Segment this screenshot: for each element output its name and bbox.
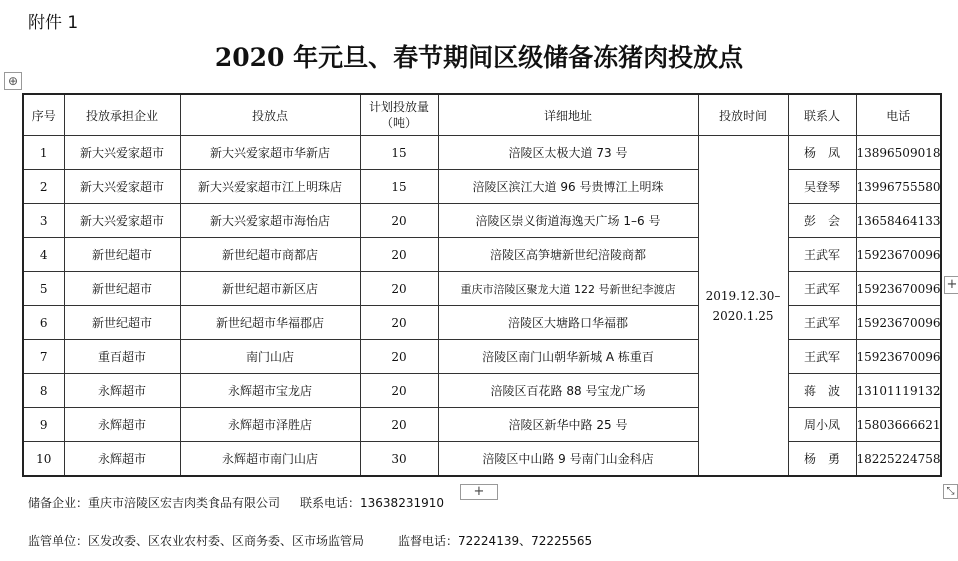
cell-contact: 蒋 波 xyxy=(788,374,856,408)
table-row xyxy=(23,272,941,306)
cell-qty: 20 xyxy=(360,272,438,306)
cell-qty: 20 xyxy=(360,238,438,272)
cell-seq: 4 xyxy=(23,238,64,272)
reserve-company-line xyxy=(28,494,444,511)
table-row xyxy=(23,340,941,374)
header-company: 投放承担企业 xyxy=(64,94,180,136)
cell-contact: 杨 勇 xyxy=(788,442,856,477)
cell-contact: 彭 会 xyxy=(788,204,856,238)
cell-qty: 20 xyxy=(360,374,438,408)
cell-company: 永辉超市 xyxy=(64,442,180,477)
header-point: 投放点 xyxy=(180,94,360,136)
cell-address: 涪陵区南门山朝华新城 A 栋重百 xyxy=(438,340,698,374)
cell-company: 永辉超市 xyxy=(64,374,180,408)
cell-point: 新大兴爱家超市华新店 xyxy=(180,136,360,170)
cell-phone: 15923670096 xyxy=(856,340,941,374)
cell-contact: 杨 凤 xyxy=(788,136,856,170)
cell-contact: 王武军 xyxy=(788,340,856,374)
attachment-label: 附件 1 xyxy=(28,13,79,33)
cell-point: 永辉超市宝龙店 xyxy=(180,374,360,408)
cell-seq: 1 xyxy=(23,136,64,170)
table-row xyxy=(23,204,941,238)
cell-point: 永辉超市南门山店 xyxy=(180,442,360,477)
cell-point: 新世纪超市新区店 xyxy=(180,272,360,306)
cell-address: 涪陵区中山路 9 号南门山金科店 xyxy=(438,442,698,477)
cell-seq: 7 xyxy=(23,340,64,374)
header-seq: 序号 xyxy=(23,94,64,136)
cell-qty: 30 xyxy=(360,442,438,477)
cell-company: 新世纪超市 xyxy=(64,306,180,340)
cell-qty: 15 xyxy=(360,170,438,204)
table-row xyxy=(23,408,941,442)
cell-seq: 6 xyxy=(23,306,64,340)
cell-phone: 13996755580 xyxy=(856,170,941,204)
table-row xyxy=(23,170,941,204)
cell-seq: 5 xyxy=(23,272,64,306)
header-contact: 联系人 xyxy=(788,94,856,136)
time-line1: 2019.12.30– xyxy=(705,288,781,303)
header-phone: 电话 xyxy=(856,94,941,136)
document-title: 2020 年元旦、春节期间区级储备冻猪肉投放点 xyxy=(214,43,744,72)
cell-company: 永辉超市 xyxy=(64,408,180,442)
cell-address: 涪陵区新华中路 25 号 xyxy=(438,408,698,442)
cell-qty: 20 xyxy=(360,204,438,238)
cell-contact: 王武军 xyxy=(788,306,856,340)
cell-address: 涪陵区崇义街道海逸天广场 1–6 号 xyxy=(438,204,698,238)
cell-address: 涪陵区太极大道 73 号 xyxy=(438,136,698,170)
cell-phone: 15923670096 xyxy=(856,272,941,306)
time-line2: 2020.1.25 xyxy=(712,308,774,323)
cell-company: 新世纪超市 xyxy=(64,272,180,306)
cell-seq: 2 xyxy=(23,170,64,204)
cell-phone: 13101119132 xyxy=(856,374,941,408)
table-header-row xyxy=(23,94,941,136)
table-row xyxy=(23,374,941,408)
cell-company: 新世纪超市 xyxy=(64,238,180,272)
cell-address: 涪陵区高笋塘新世纪涪陵商都 xyxy=(438,238,698,272)
cell-company: 新大兴爱家超市 xyxy=(64,170,180,204)
header-qty-line1: 计划投放量 xyxy=(368,100,429,114)
cell-phone: 13658464133 xyxy=(856,204,941,238)
distribution-table xyxy=(22,93,942,477)
cell-address: 重庆市涪陵区聚龙大道 122 号新世纪李渡店 xyxy=(438,272,698,306)
cell-qty: 20 xyxy=(360,408,438,442)
reserve-company-label: 储备企业：重庆市涪陵区宏吉肉类食品有限公司 xyxy=(28,496,281,510)
cell-qty: 20 xyxy=(360,306,438,340)
cell-address: 涪陵区滨江大道 96 号贵博江上明珠 xyxy=(438,170,698,204)
cell-phone: 13896509018 xyxy=(856,136,941,170)
reserve-phone: 联系电话：13638231910 xyxy=(300,496,444,510)
cell-address: 涪陵区百花路 88 号宝龙广场 xyxy=(438,374,698,408)
supervise-line xyxy=(28,532,592,549)
supervise-label: 监管单位：区发改委、区农业农村委、区商务委、区市场监管局 xyxy=(28,534,365,548)
table-move-handle-icon[interactable]: ⊕ xyxy=(4,72,22,90)
cell-contact: 王武军 xyxy=(788,272,856,306)
cell-phone: 15923670096 xyxy=(856,238,941,272)
header-address: 详细地址 xyxy=(438,94,698,136)
header-time: 投放时间 xyxy=(698,94,788,136)
table-row xyxy=(23,238,941,272)
cell-contact: 吴登琴 xyxy=(788,170,856,204)
cell-point: 新世纪超市华福郡店 xyxy=(180,306,360,340)
cell-point: 新大兴爱家超市海怡店 xyxy=(180,204,360,238)
header-qty xyxy=(360,94,438,136)
cell-seq: 9 xyxy=(23,408,64,442)
cell-phone: 18225224758 xyxy=(856,442,941,477)
cell-address: 涪陵区大塘路口华福郡 xyxy=(438,306,698,340)
cell-phone: 15803666621 xyxy=(856,408,941,442)
cell-point: 南门山店 xyxy=(180,340,360,374)
cell-point: 新大兴爱家超市江上明珠店 xyxy=(180,170,360,204)
table-resize-handle-icon[interactable]: ⤡ xyxy=(943,484,958,499)
cell-phone: 15923670096 xyxy=(856,306,941,340)
supervise-phone: 监督电话：72224139、72225565 xyxy=(398,534,593,548)
insert-column-plus-icon[interactable]: + xyxy=(944,276,958,294)
cell-seq: 3 xyxy=(23,204,64,238)
cell-seq: 8 xyxy=(23,374,64,408)
table-row xyxy=(23,442,941,477)
table-row xyxy=(23,306,941,340)
cell-seq: 10 xyxy=(23,442,64,477)
header-qty-line2: （吨） xyxy=(380,116,417,130)
cell-company: 新大兴爱家超市 xyxy=(64,136,180,170)
cell-point: 新世纪超市商都店 xyxy=(180,238,360,272)
cell-contact: 王武军 xyxy=(788,238,856,272)
insert-row-plus-icon[interactable]: + xyxy=(460,484,498,500)
cell-time-merged xyxy=(698,136,788,477)
cell-qty: 20 xyxy=(360,340,438,374)
cell-contact: 周小凤 xyxy=(788,408,856,442)
cell-qty: 15 xyxy=(360,136,438,170)
cell-company: 重百超市 xyxy=(64,340,180,374)
table-row xyxy=(23,136,941,170)
cell-company: 新大兴爱家超市 xyxy=(64,204,180,238)
cell-point: 永辉超市泽胜店 xyxy=(180,408,360,442)
